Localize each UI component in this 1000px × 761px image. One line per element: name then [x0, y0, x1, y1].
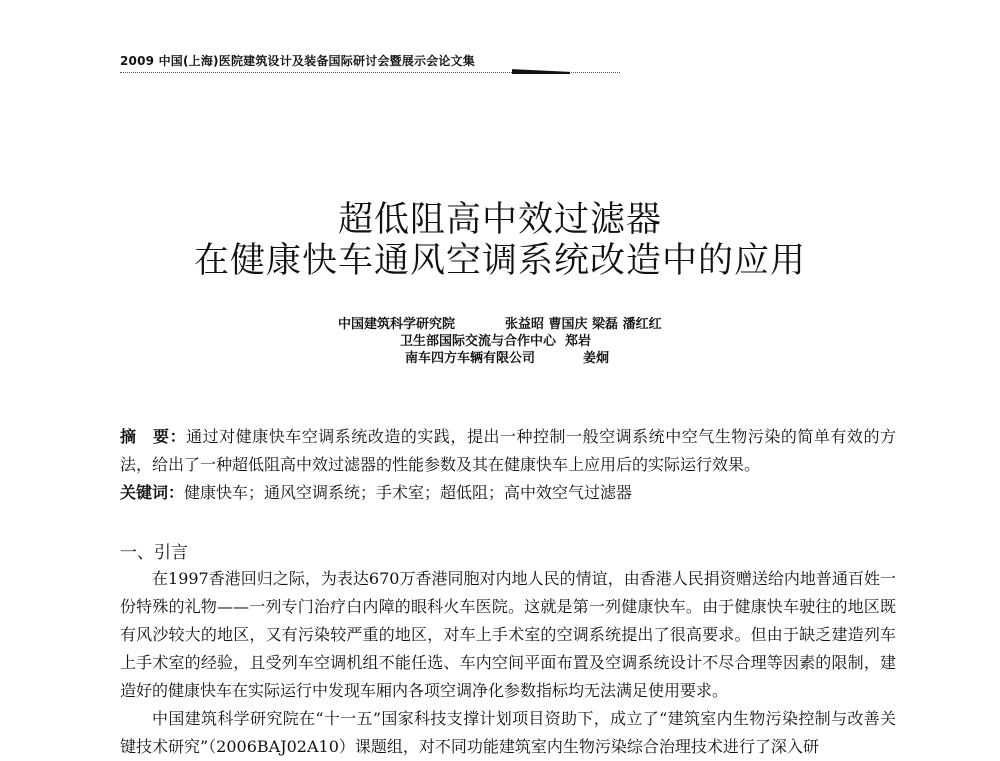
keywords — [120, 479, 896, 507]
body-paragraph-1: 在1997香港回归之际，为表达670万香港同胞对内地人民的情谊，由香港人民捐资赠送给内地普通百姓一份特殊的礼物——一列专门治疗白内障的眼科火车医院。这就是第一列健康快车。由于健康快车驶往的地区既有风沙较大的地区，又有污染较严重的地区，对车上手术室的空调系统提出了很高要求。但由于缺乏建造列车上手术室的经验，且受列车空调机组不能任选、车内空间平面布置及空调系统设计不尽合理等因素的限制，建造好的健康快车在实际运行中发现车厢内各项空调净化参数指标均无法满足使用要求。 — [120, 569, 896, 700]
title-line-2: 在健康快车通风空调系统改造中的应用 — [193, 241, 806, 281]
affiliation-1: 中国建筑科学研究院 — [338, 317, 456, 332]
abstract-text: 通过对健康快车空调系统改造的实践，提出一种控制一般空调系统中空气生物污染的简单有效的方法，给出了一种超低阻高中效过滤器的性能参数及其在健康快车上应用后的实际运行效果。 — [120, 427, 896, 474]
keywords-text: 健康快车；通风空调系统；手术室；超低阻；高中效空气过滤器 — [184, 483, 633, 502]
affiliation-3: 南车四方车辆有限公司 — [405, 351, 536, 366]
abstract-label: 摘 要： — [120, 427, 187, 446]
keywords-label: 关键词： — [120, 483, 185, 502]
abstract — [120, 423, 896, 479]
authors-1: 张益昭 曹国庆 梁磊 潘红红 — [505, 317, 662, 332]
body-paragraph-2: 中国建筑科学研究院在“十一五”国家科技支撑计划项目资助下，成立了“建筑室内生物污染控制与改善关键技术研究”（2006BAJ02A10）课题组，对不同功能建筑室内生物污染综合治理技术进行了深入研 — [120, 709, 896, 756]
running-header: 2009 中国(上海)医院建筑设计及装备国际研讨会暨展示会论文集 — [120, 54, 475, 68]
affiliation-2: 卫生部国际交流与合作中心 — [400, 334, 557, 349]
authors-3: 姜炯 — [583, 351, 610, 366]
section-heading: 一、引言 — [120, 543, 188, 563]
authors-2: 郑岩 — [565, 334, 592, 349]
header-decorative-bar — [512, 67, 570, 74]
title-line-1: 超低阻高中效过滤器 — [337, 200, 662, 240]
